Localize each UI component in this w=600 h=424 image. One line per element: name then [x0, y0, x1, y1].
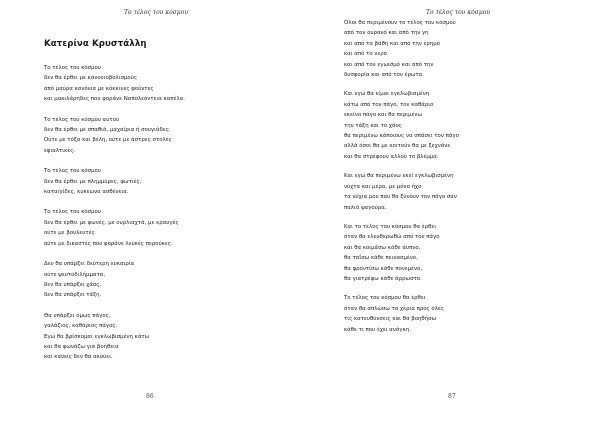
- poem-line: και από το νερό: [344, 51, 387, 58]
- poem-line: και από τα βάθη και από την έρημο: [344, 40, 440, 47]
- right-page: [300, 0, 600, 424]
- poem-line: δεν θα υπάρξει χάος,: [44, 281, 102, 288]
- poem-line: κάτω από τον πάγο, τον καθάριο: [344, 101, 434, 108]
- poem-line: παλιά ψαγούρα.: [344, 204, 387, 211]
- poem-line: δεν θα έρθει με φωνές, με ουρλιαχτά, με κραυγές: [44, 219, 179, 226]
- stanza: [344, 171, 459, 213]
- poem-line: και θα φωνάζω για βοήθεια: [44, 343, 119, 350]
- poem-body-right: [344, 18, 459, 335]
- poem-line: θα ταΐσω κάθε πεινασμένο,: [344, 255, 418, 262]
- stanza: [44, 207, 185, 249]
- poem-line: ούτε ψευτοδιλήμματα,: [44, 271, 106, 278]
- stanza: [44, 115, 185, 157]
- stanza: [44, 63, 185, 105]
- stanza: [44, 166, 185, 197]
- poem-line: δεν θα έρθει με κανονιοβολισμούς: [44, 75, 137, 82]
- poem-line: κάθε τι που έχει ανάγκη.: [344, 326, 411, 333]
- poem-line: Και εγώ θα είμαι εγκλωβισμένη: [344, 91, 430, 98]
- poem-line: όταν θα ελευθερωθώ από τον πάγο: [344, 234, 440, 241]
- poem-line: ούτε με βουλευτές: [44, 230, 95, 237]
- poem-line: Το τέλος του κόσμου: [44, 65, 101, 71]
- stanza: [44, 259, 185, 301]
- poem-line: Το τέλος του κόσμου: [44, 209, 101, 216]
- stanza: [344, 18, 459, 80]
- poem-line: δεν θα έρθει με πλημμύρες, φωτιές,: [44, 178, 142, 185]
- page-number-right: 87: [448, 393, 456, 400]
- poem-line: Εγώ θα βρίσκομαι εγκλωβισμένη κάτω: [44, 333, 150, 340]
- poem-line: Όλοι θα περιμένουν το τέλος του κόσμου: [344, 20, 456, 26]
- page-number-left: 86: [146, 393, 154, 400]
- running-head-right: Το τέλος του κόσμου: [426, 9, 491, 16]
- poem-line: όταν θα απλώσω τα χέρια προς όλες: [344, 305, 444, 312]
- poem-line: θα φροντίσω κάθε πονεμένο,: [344, 265, 423, 272]
- poem-line: τις κατευθύνσεις και θα βοηθήσω: [344, 316, 437, 323]
- poem-line: Και το τέλος του κόσμου θα έρθει: [344, 223, 437, 230]
- poem-line: αλλά όσοι θα με κοιτούν θα με ξεχνάνε: [344, 143, 451, 150]
- poem-line: και θα στρέφουν αλλού το βλέμμα.: [344, 153, 439, 160]
- poem-line: Το τέλος του κόσμου θα έρθει: [344, 295, 426, 302]
- poem-line: δεν θα έρθει με σπαθιά, μαχαίρια ή σουγιάδες.: [44, 127, 171, 134]
- poem-line: νύχτα και μέρα, με μόνο ήχο: [344, 183, 422, 190]
- poem-line: γαλάζιος, καθάριος πάγος.: [44, 323, 118, 330]
- running-head-left: Το τέλος του κόσμου: [124, 9, 189, 16]
- poem-line: δεν θα υπάρξει τάξη.: [44, 292, 102, 299]
- poem-line: θα περιμένω κάποιους να σπάσει τον πάγο: [344, 133, 459, 140]
- poem-line: Και εγώ θα περιμένω εκεί εγκλωβισμένη: [344, 173, 454, 180]
- poem-line: από μαύρα κανόνια με κόκκινες φούντες: [44, 85, 154, 92]
- author-heading: Κατερίνα Κρυστάλλη: [44, 39, 147, 49]
- poem-line: και θα κοιμάσω κάθε άυπνο,: [344, 244, 421, 251]
- poem-line: και μακιλάρηδες που φοράνε Ναπολεόντεια καπέλα.: [44, 96, 185, 103]
- stanza: [44, 311, 185, 363]
- poem-line: Θα υπάρξει όμως πάγος,: [44, 312, 111, 319]
- poem-body-left: [44, 63, 185, 363]
- poem-line: και από τον εγωισμό και από την: [344, 61, 434, 68]
- poem-line: τα νύχια μου που θα ξύνουν τον πάγο σαν: [344, 194, 457, 201]
- poem-line: καταιγίδες, κυκεώνα ασθένεια.: [44, 189, 129, 196]
- poem-line: από τον ουρανό και από την γη: [344, 30, 429, 37]
- stanza: [344, 293, 459, 335]
- poem-line: Το τέλος του κόσμου αυτού: [44, 116, 119, 123]
- poem-line: Ούτε με τόξα και βέλη, ούτε με άστρες στολές: [44, 137, 172, 144]
- stanza: [344, 89, 459, 162]
- poem-line: Δεν θα υπάρξει δεύτερη ευκαιρία: [44, 261, 135, 268]
- poem-line: την τάξη και το χάος: [344, 122, 402, 129]
- poem-line: Το τέλος του κόσμου: [44, 168, 101, 175]
- poem-line: δυσφορία και από τον έρωτα.: [344, 72, 424, 79]
- poem-line: θα γιατρέψω κάθε άρρωστο.: [344, 275, 422, 282]
- poem-line: ούτε με δικαστές που φοράνε λευκές περούκες.: [44, 240, 173, 247]
- poem-line: και κανείς δεν θα ακούει.: [44, 354, 113, 361]
- stanza: [344, 222, 459, 284]
- poem-line: εκείνο πάγο και θα περιμένω: [344, 112, 422, 119]
- poem-line: εφιαλτικές.: [44, 147, 76, 154]
